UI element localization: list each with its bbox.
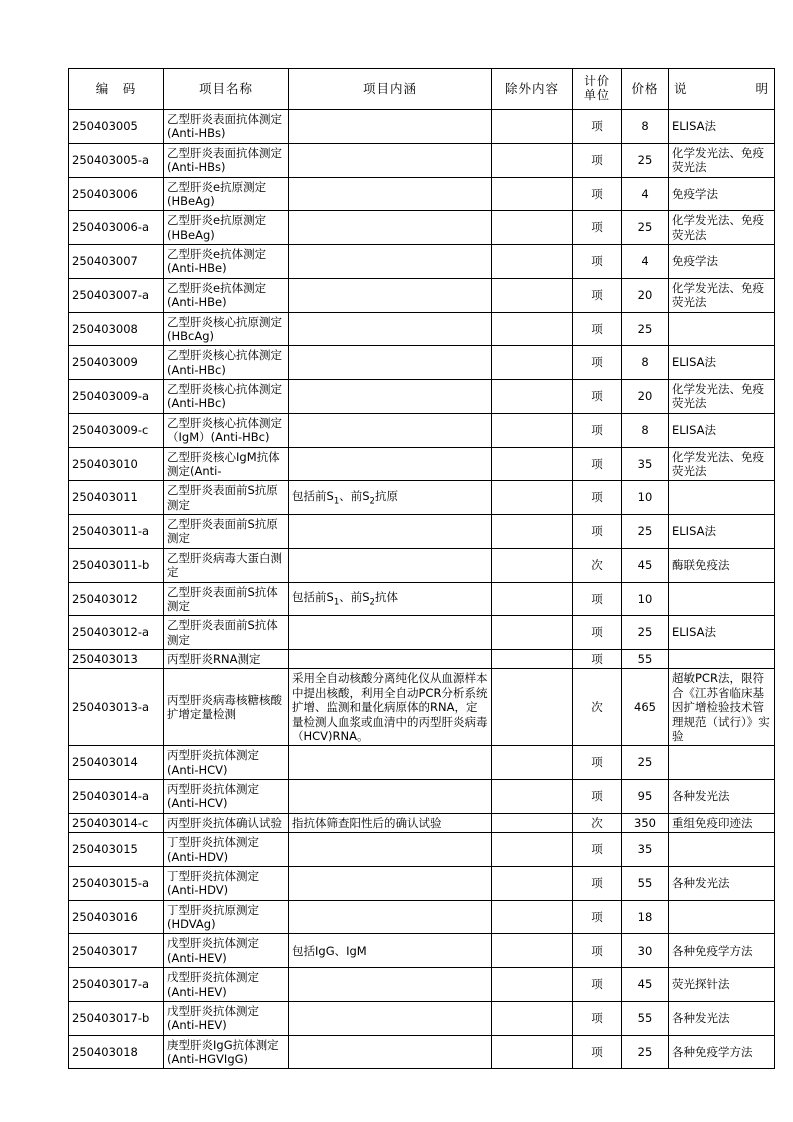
cell-price: 18	[622, 900, 669, 934]
cell-connotation	[289, 447, 492, 481]
cell-code: 250403017	[69, 934, 164, 968]
table-row	[69, 669, 775, 746]
cell-note: ELISA法	[669, 346, 775, 380]
cell-connotation	[289, 346, 492, 380]
cell-connotation	[289, 312, 492, 346]
table-row	[69, 346, 775, 380]
header-item-name: 项目名称	[164, 69, 289, 110]
cell-note: ELISA法	[669, 515, 775, 549]
cell-code: 250403013	[69, 650, 164, 669]
cell-price: 8	[622, 110, 669, 144]
cell-price: 45	[622, 968, 669, 1002]
table-header	[69, 69, 775, 110]
cell-connotation	[289, 515, 492, 549]
cell-code: 250403014	[69, 746, 164, 780]
cell-exclusions	[492, 833, 573, 867]
cell-code: 250403009-a	[69, 380, 164, 414]
cell-item-name: 乙型肝炎e抗体测定(Anti-HBe)	[164, 278, 289, 312]
cell-connotation: 采用全自动核酸分离纯化仪从血源样本中提出核酸，利用全自动PCR分析系统扩增、监测和量化病原体的RNA，定量检测人血浆或血清中的丙型肝炎病毒（HCV)RNA。	[289, 669, 492, 746]
cell-unit: 项	[573, 968, 622, 1002]
cell-code: 250403007-a	[69, 278, 164, 312]
cell-item-name: 乙型肝炎核心抗体测定(Anti-HBc)	[164, 380, 289, 414]
cell-code: 250403017-a	[69, 968, 164, 1002]
cell-price: 20	[622, 278, 669, 312]
table-row	[69, 380, 775, 414]
cell-note: 超敏PCR法，限符合《江苏省临床基因扩增检验技术管理规范（试行）》实验	[669, 669, 775, 746]
cell-price: 35	[622, 833, 669, 867]
table-row	[69, 413, 775, 447]
cell-note	[669, 650, 775, 669]
cell-exclusions	[492, 346, 573, 380]
cell-connotation	[289, 968, 492, 1002]
cell-code: 250403005-a	[69, 143, 164, 177]
cell-connotation	[289, 143, 492, 177]
cell-exclusions	[492, 780, 573, 814]
cell-item-name: 乙型肝炎表面前S抗体测定	[164, 582, 289, 616]
cell-exclusions	[492, 211, 573, 245]
cell-code: 250403016	[69, 900, 164, 934]
cell-code: 250403015-a	[69, 866, 164, 900]
cell-price: 35	[622, 447, 669, 481]
cell-unit: 项	[573, 582, 622, 616]
cell-exclusions	[492, 515, 573, 549]
cell-unit: 项	[573, 900, 622, 934]
cell-unit: 项	[573, 346, 622, 380]
table-row	[69, 245, 775, 279]
cell-note: 免疫学法	[669, 245, 775, 279]
cell-unit: 项	[573, 177, 622, 211]
table-row	[69, 866, 775, 900]
cell-item-name: 丙型肝炎抗体确认试验	[164, 813, 289, 832]
table-row	[69, 447, 775, 481]
cell-connotation	[289, 177, 492, 211]
cell-price: 95	[622, 780, 669, 814]
cell-note	[669, 833, 775, 867]
cell-exclusions	[492, 1001, 573, 1035]
cell-price: 25	[622, 211, 669, 245]
cell-code: 250403012	[69, 582, 164, 616]
table-row	[69, 1001, 775, 1035]
cell-connotation	[289, 780, 492, 814]
cell-connotation	[289, 650, 492, 669]
cell-code: 250403013-a	[69, 669, 164, 746]
cell-code: 250403012-a	[69, 616, 164, 650]
table-row	[69, 746, 775, 780]
cell-item-name: 丙型肝炎抗体测定(Anti-HCV)	[164, 780, 289, 814]
cell-exclusions	[492, 548, 573, 582]
cell-price: 20	[622, 380, 669, 414]
cell-item-name: 戊型肝炎抗体测定(Anti-HEV)	[164, 968, 289, 1002]
cell-exclusions	[492, 866, 573, 900]
cell-unit: 项	[573, 245, 622, 279]
cell-unit: 次	[573, 813, 622, 832]
cell-code: 250403011-a	[69, 515, 164, 549]
cell-exclusions	[492, 312, 573, 346]
cell-code: 250403011	[69, 481, 164, 515]
cell-unit: 项	[573, 833, 622, 867]
table-row	[69, 833, 775, 867]
cell-exclusions	[492, 813, 573, 832]
cell-note: 各种免疫学方法	[669, 934, 775, 968]
cell-code: 250403009-c	[69, 413, 164, 447]
cell-unit: 项	[573, 211, 622, 245]
cell-exclusions	[492, 669, 573, 746]
cell-item-name: 丁型肝炎抗体测定(Anti-HDV)	[164, 866, 289, 900]
table-row	[69, 968, 775, 1002]
medical-price-table	[68, 68, 775, 1069]
cell-code: 250403006-a	[69, 211, 164, 245]
cell-exclusions	[492, 177, 573, 211]
cell-item-name: 乙型肝炎核心抗体测定（IgM）(Anti-HBc)	[164, 413, 289, 447]
cell-connotation	[289, 1035, 492, 1069]
cell-price: 10	[622, 481, 669, 515]
cell-unit: 项	[573, 1001, 622, 1035]
cell-note: 重组免疫印迹法	[669, 813, 775, 832]
cell-exclusions	[492, 413, 573, 447]
cell-item-name: 乙型肝炎表面前S抗原测定	[164, 481, 289, 515]
cell-unit: 项	[573, 413, 622, 447]
cell-item-name: 戊型肝炎抗体测定(Anti-HEV)	[164, 1001, 289, 1035]
table-row	[69, 143, 775, 177]
cell-price: 25	[622, 312, 669, 346]
cell-exclusions	[492, 143, 573, 177]
cell-note: 化学发光法、免疫荧光法	[669, 380, 775, 414]
cell-unit: 项	[573, 278, 622, 312]
cell-item-name: 乙型肝炎表面抗体测定(Anti-HBs)	[164, 143, 289, 177]
cell-item-name: 戊型肝炎抗体测定(Anti-HEV)	[164, 934, 289, 968]
cell-exclusions	[492, 447, 573, 481]
cell-note: 化学发光法、免疫荧光法	[669, 278, 775, 312]
cell-unit: 项	[573, 481, 622, 515]
cell-item-name: 丙型肝炎病毒核糖核酸扩增定量检测	[164, 669, 289, 746]
table-row	[69, 481, 775, 515]
cell-exclusions	[492, 380, 573, 414]
cell-note: ELISA法	[669, 110, 775, 144]
cell-note: 化学发光法、免疫荧光法	[669, 447, 775, 481]
cell-price: 30	[622, 934, 669, 968]
cell-unit: 项	[573, 1035, 622, 1069]
cell-note: ELISA法	[669, 413, 775, 447]
cell-connotation	[289, 1001, 492, 1035]
cell-price: 4	[622, 177, 669, 211]
cell-connotation	[289, 278, 492, 312]
cell-price: 55	[622, 1001, 669, 1035]
cell-price: 25	[622, 515, 669, 549]
cell-item-name: 乙型肝炎表面抗体测定(Anti-HBs)	[164, 110, 289, 144]
table-row	[69, 211, 775, 245]
cell-note	[669, 746, 775, 780]
cell-note	[669, 900, 775, 934]
cell-unit: 项	[573, 143, 622, 177]
cell-connotation	[289, 245, 492, 279]
table-row	[69, 177, 775, 211]
cell-price: 25	[622, 1035, 669, 1069]
cell-note: 各种发光法	[669, 1001, 775, 1035]
cell-connotation: 包括IgG、IgM	[289, 934, 492, 968]
cell-item-name: 丙型肝炎RNA测定	[164, 650, 289, 669]
cell-unit: 项	[573, 110, 622, 144]
cell-note: 免疫学法	[669, 177, 775, 211]
header-note	[669, 69, 775, 110]
cell-item-name: 乙型肝炎e抗体测定(Anti-HBe)	[164, 245, 289, 279]
cell-unit: 项	[573, 780, 622, 814]
table-row	[69, 548, 775, 582]
cell-exclusions	[492, 245, 573, 279]
cell-unit: 项	[573, 746, 622, 780]
header-unit-line1: 计价	[583, 74, 610, 89]
table-row	[69, 780, 775, 814]
cell-code: 250403010	[69, 447, 164, 481]
cell-price: 55	[622, 866, 669, 900]
cell-exclusions	[492, 1035, 573, 1069]
cell-item-name: 庚型肝炎IgG抗体测定(Anti-HGVIgG)	[164, 1035, 289, 1069]
cell-item-name: 乙型肝炎e抗原测定(HBeAg)	[164, 211, 289, 245]
cell-code: 250403009	[69, 346, 164, 380]
cell-code: 250403014-a	[69, 780, 164, 814]
table-row	[69, 110, 775, 144]
table-row	[69, 278, 775, 312]
cell-item-name: 乙型肝炎核心抗体测定(Anti-HBc)	[164, 346, 289, 380]
table-row	[69, 650, 775, 669]
cell-unit: 项	[573, 447, 622, 481]
cell-unit: 项	[573, 616, 622, 650]
cell-item-name: 乙型肝炎e抗原测定(HBeAg)	[164, 177, 289, 211]
header-note-left: 说	[674, 81, 688, 97]
table-body	[69, 110, 775, 1069]
cell-item-name: 乙型肝炎核心抗原测定(HBcAg)	[164, 312, 289, 346]
cell-note: 各种免疫学方法	[669, 1035, 775, 1069]
cell-unit: 次	[573, 548, 622, 582]
cell-item-name: 乙型肝炎核心IgM抗体测定(Anti-	[164, 447, 289, 481]
cell-note: 各种发光法	[669, 780, 775, 814]
cell-note	[669, 481, 775, 515]
cell-code: 250403015	[69, 833, 164, 867]
cell-connotation	[289, 110, 492, 144]
cell-price: 8	[622, 413, 669, 447]
cell-connotation	[289, 548, 492, 582]
cell-price: 465	[622, 669, 669, 746]
cell-item-name: 丙型肝炎抗体测定(Anti-HCV)	[164, 746, 289, 780]
header-note-spread	[672, 81, 771, 97]
cell-exclusions	[492, 900, 573, 934]
header-unit-line2: 单位	[583, 88, 610, 102]
cell-price: 10	[622, 582, 669, 616]
table-row	[69, 312, 775, 346]
cell-note	[669, 312, 775, 346]
cell-unit: 项	[573, 866, 622, 900]
cell-connotation	[289, 413, 492, 447]
cell-exclusions	[492, 746, 573, 780]
table-row	[69, 1035, 775, 1069]
cell-connotation	[289, 746, 492, 780]
cell-code: 250403008	[69, 312, 164, 346]
cell-unit: 次	[573, 669, 622, 746]
cell-exclusions	[492, 968, 573, 1002]
cell-price: 45	[622, 548, 669, 582]
cell-price: 55	[622, 650, 669, 669]
cell-unit: 项	[573, 515, 622, 549]
header-code: 编 码	[69, 69, 164, 110]
cell-item-name: 乙型肝炎表面前S抗体测定	[164, 616, 289, 650]
cell-note: 酶联免疫法	[669, 548, 775, 582]
cell-connotation	[289, 616, 492, 650]
cell-item-name: 丁型肝炎抗体测定(Anti-HDV)	[164, 833, 289, 867]
table-row	[69, 900, 775, 934]
cell-code: 250403005	[69, 110, 164, 144]
cell-connotation: 包括前$S_1$、前$S_2$抗原	[289, 481, 492, 515]
cell-unit: 项	[573, 380, 622, 414]
header-connotation: 项目内涵	[289, 69, 492, 110]
header-note-right: 明	[755, 81, 769, 97]
cell-note: 化学发光法、免疫荧光法	[669, 211, 775, 245]
cell-item-name: 丁型肝炎抗原测定(HDVAg)	[164, 900, 289, 934]
cell-connotation	[289, 380, 492, 414]
cell-exclusions	[492, 278, 573, 312]
table-row	[69, 515, 775, 549]
cell-code: 250403006	[69, 177, 164, 211]
cell-price: 25	[622, 616, 669, 650]
cell-note: 荧光探针法	[669, 968, 775, 1002]
cell-exclusions	[492, 934, 573, 968]
cell-connotation	[289, 833, 492, 867]
cell-connotation	[289, 900, 492, 934]
cell-connotation: 包括前$S_1$、前$S_2$抗体	[289, 582, 492, 616]
cell-code: 250403018	[69, 1035, 164, 1069]
table-row	[69, 616, 775, 650]
cell-code: 250403011-b	[69, 548, 164, 582]
cell-item-name: 乙型肝炎病毒大蛋白测定	[164, 548, 289, 582]
cell-note: ELISA法	[669, 616, 775, 650]
cell-price: 8	[622, 346, 669, 380]
cell-price: 25	[622, 143, 669, 177]
cell-connotation	[289, 866, 492, 900]
cell-note	[669, 582, 775, 616]
cell-note: 化学发光法、免疫荧光法	[669, 143, 775, 177]
header-exclusions: 除外内容	[492, 69, 573, 110]
table-row	[69, 934, 775, 968]
cell-code: 250403007	[69, 245, 164, 279]
header-unit	[573, 69, 622, 110]
cell-price: 25	[622, 746, 669, 780]
cell-unit: 项	[573, 312, 622, 346]
table-header-row	[69, 69, 775, 110]
cell-price: 4	[622, 245, 669, 279]
cell-code: 250403014-c	[69, 813, 164, 832]
cell-exclusions	[492, 582, 573, 616]
table-row	[69, 582, 775, 616]
cell-unit: 项	[573, 650, 622, 669]
cell-exclusions	[492, 110, 573, 144]
header-price: 价格	[622, 69, 669, 110]
table-row	[69, 813, 775, 832]
cell-price: 350	[622, 813, 669, 832]
cell-unit: 项	[573, 934, 622, 968]
cell-exclusions	[492, 650, 573, 669]
cell-exclusions	[492, 616, 573, 650]
cell-connotation	[289, 211, 492, 245]
cell-connotation: 指抗体筛查阳性后的确认试验	[289, 813, 492, 832]
cell-exclusions	[492, 481, 573, 515]
cell-item-name: 乙型肝炎表面前S抗原测定	[164, 515, 289, 549]
cell-code: 250403017-b	[69, 1001, 164, 1035]
cell-note: 各种发光法	[669, 866, 775, 900]
